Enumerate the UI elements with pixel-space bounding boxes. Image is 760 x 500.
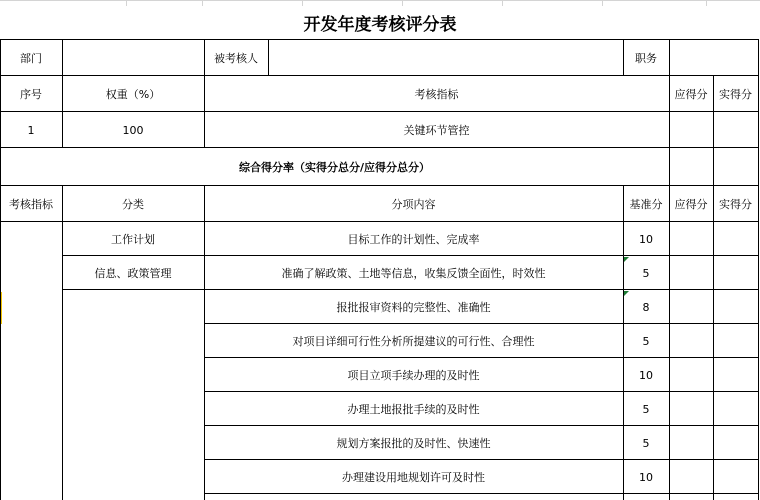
data-actual-score[interactable] xyxy=(713,112,758,148)
detail-content[interactable]: 准确了解政策、土地等信息，收集反馈全面性，时效性 xyxy=(281,267,546,280)
border-v xyxy=(758,39,759,500)
detail-base-score[interactable]: 10 xyxy=(639,470,653,484)
position-label[interactable]: 职务 xyxy=(635,52,657,65)
position-value[interactable] xyxy=(669,40,758,76)
header-actual-score[interactable]: 实得分 xyxy=(719,88,752,101)
detail-content[interactable]: 对项目详细可行性分析所提建议的可行性、合理性 xyxy=(292,335,535,348)
border-h xyxy=(204,323,759,324)
person-label[interactable]: 被考核人 xyxy=(214,52,258,65)
summary-actual-score[interactable] xyxy=(713,148,758,186)
detail-base-score[interactable]: 5 xyxy=(642,334,650,348)
border-h xyxy=(0,111,759,112)
sheet-title[interactable]: 开发年度考核评分表 xyxy=(303,14,457,35)
detail-base-score[interactable]: 8 xyxy=(642,300,650,314)
detail-content[interactable]: 目标工作的计划性、完成率 xyxy=(347,233,480,246)
data-indicator[interactable]: 关键环节管控 xyxy=(403,124,470,137)
gridline xyxy=(0,0,760,1)
border-v xyxy=(62,39,63,148)
border-h xyxy=(0,75,759,76)
border-h xyxy=(0,39,759,40)
border-v xyxy=(268,39,269,76)
border-v xyxy=(669,39,670,500)
comment-marker xyxy=(624,257,629,262)
border-h xyxy=(204,391,759,392)
detail-category[interactable]: 信息、政策管理 xyxy=(94,267,172,280)
detail-base-score[interactable]: 5 xyxy=(642,402,650,416)
dept-value[interactable] xyxy=(62,40,204,76)
data-weight[interactable]: 100 xyxy=(122,123,144,137)
detail-content[interactable]: 办理土地报批手续的及时性 xyxy=(347,403,480,416)
detail-category[interactable]: 工作计划 xyxy=(111,233,155,246)
border-v xyxy=(204,185,205,500)
detail-indicator-merged[interactable] xyxy=(0,222,62,500)
summary-should-score[interactable] xyxy=(669,148,713,186)
detail-base-score[interactable]: 10 xyxy=(639,368,653,382)
border-h xyxy=(62,289,759,290)
border-v xyxy=(204,39,205,148)
person-value[interactable] xyxy=(268,40,623,76)
data-should-score[interactable] xyxy=(669,112,713,148)
detail-content[interactable]: 项目立项手续办理的及时性 xyxy=(347,369,480,382)
border-v xyxy=(623,185,624,500)
border-h xyxy=(0,221,759,222)
border-v xyxy=(62,185,63,500)
detail-header-base-score[interactable]: 基准分 xyxy=(629,198,663,211)
detail-content[interactable]: 规划方案报批的及时性、快速性 xyxy=(336,437,491,450)
header-seq[interactable]: 序号 xyxy=(20,88,42,101)
border-h xyxy=(204,459,759,460)
summary-row[interactable]: 综合得分率（实得分总分/应得分总分） xyxy=(238,161,431,174)
detail-header-indicator[interactable]: 考核指标 xyxy=(9,198,53,211)
detail-header-actual-score[interactable]: 实得分 xyxy=(719,198,752,211)
detail-header-category[interactable]: 分类 xyxy=(122,198,144,211)
border-v xyxy=(713,75,714,500)
detail-base-score[interactable]: 5 xyxy=(642,266,650,280)
comment-marker xyxy=(624,291,629,296)
dept-label[interactable]: 部门 xyxy=(20,52,42,65)
border-h xyxy=(0,147,759,148)
border-h xyxy=(204,493,759,494)
border-v xyxy=(0,39,1,500)
border-h xyxy=(0,185,759,186)
detail-header-content[interactable]: 分项内容 xyxy=(391,198,436,211)
detail-header-should-score[interactable]: 应得分 xyxy=(674,198,708,211)
border-h xyxy=(204,425,759,426)
header-weight[interactable]: 权重（%） xyxy=(105,88,161,101)
data-seq[interactable]: 1 xyxy=(27,123,35,137)
border-v xyxy=(623,39,624,76)
header-should-score[interactable]: 应得分 xyxy=(674,88,708,101)
border-h xyxy=(204,357,759,358)
detail-category-merged[interactable] xyxy=(62,290,204,500)
border-h xyxy=(62,255,759,256)
detail-base-score[interactable]: 5 xyxy=(642,436,650,450)
detail-content[interactable]: 办理建设用地规划许可及时性 xyxy=(342,471,485,484)
detail-base-score[interactable]: 10 xyxy=(639,232,653,246)
header-indicator[interactable]: 考核指标 xyxy=(414,88,459,101)
detail-content[interactable]: 报批报审资料的完整性、准确性 xyxy=(336,301,491,314)
